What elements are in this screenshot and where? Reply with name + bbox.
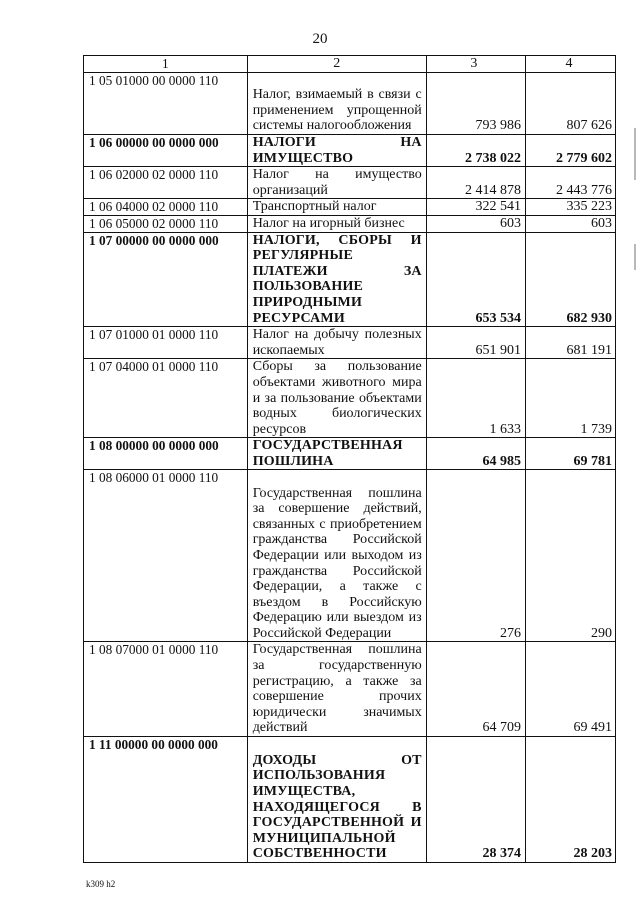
value-col3-cell: 793 986	[426, 73, 525, 135]
table-row	[84, 470, 616, 642]
footer-code: k309 h2	[86, 879, 116, 889]
value-col3-cell: 64 985	[426, 438, 525, 470]
revenue-name-cell: ДОХОДЫ ОТ ИСПОЛЬЗОВАНИЯ ИМУЩЕСТВА, НАХОДЯЩЕГОСЯ В ГОСУДАРСТВЕННОЙ И МУНИЦИПАЛЬНОЙ СОБСТВЕННОСТИ	[247, 737, 426, 863]
table-row	[84, 737, 616, 863]
page-number: 20	[312, 31, 328, 47]
value-col4-cell: 69 781	[525, 438, 615, 470]
revenue-name-cell: Налог на имущество организаций	[247, 167, 426, 199]
table-row	[84, 135, 616, 167]
table-row	[84, 359, 616, 438]
value-col4-cell: 807 626	[525, 73, 615, 135]
value-col4-cell: 69 491	[525, 642, 615, 737]
table-row	[84, 642, 616, 737]
scan-edge-mark	[634, 244, 636, 270]
revenue-name-cell: НАЛОГИ НА ИМУЩЕСТВО	[247, 135, 426, 167]
value-col3-cell: 2 738 022	[426, 135, 525, 167]
revenue-table	[83, 55, 616, 863]
table-row	[84, 199, 616, 216]
value-col4-cell: 290	[525, 470, 615, 642]
revenue-name-cell: ГОСУДАРСТВЕННАЯ ПОШЛИНА	[247, 438, 426, 470]
value-col3-cell: 276	[426, 470, 525, 642]
revenue-name-cell: Налог, взимаемый в связи с применением упрощенной системы налогообложения	[247, 73, 426, 135]
table-row	[84, 438, 616, 470]
table-row	[84, 327, 616, 359]
budget-code-cell: 1 06 02000 02 0000 110	[84, 167, 248, 199]
column-header-4: 4	[525, 56, 615, 73]
value-col4-cell: 603	[525, 215, 615, 232]
budget-code-cell: 1 06 00000 00 0000 000	[84, 135, 248, 167]
revenue-name-cell: Транспортный налог	[247, 199, 426, 216]
budget-code-cell: 1 06 04000 02 0000 110	[84, 199, 248, 216]
revenue-name-cell: Налог на игорный бизнес	[247, 215, 426, 232]
table-row	[84, 215, 616, 232]
budget-code-cell: 1 06 05000 02 0000 110	[84, 215, 248, 232]
revenue-name-cell: Государственная пошлина за совершение действий, связанных с приобретением гражданства Российской Федерации или выходом из гражданства Российской Федерации, а также с въездом в Российскую Федерацию или выездом из Российской Федерации	[247, 470, 426, 642]
value-col3-cell: 2 414 878	[426, 167, 525, 199]
value-col4-cell: 1 739	[525, 359, 615, 438]
value-col4-cell: 681 191	[525, 327, 615, 359]
budget-code-cell: 1 11 00000 00 0000 000	[84, 737, 248, 863]
budget-code-cell: 1 07 04000 01 0000 110	[84, 359, 248, 438]
table-header-row	[84, 56, 616, 73]
column-header-2: 2	[247, 56, 426, 73]
table-row	[84, 73, 616, 135]
value-col3-cell: 28 374	[426, 737, 525, 863]
budget-code-cell: 1 07 01000 01 0000 110	[84, 327, 248, 359]
revenue-name-cell: Налог на добычу полезных ископаемых	[247, 327, 426, 359]
value-col4-cell: 2 779 602	[525, 135, 615, 167]
value-col4-cell: 682 930	[525, 232, 615, 327]
budget-code-cell: 1 08 00000 00 0000 000	[84, 438, 248, 470]
value-col3-cell: 64 709	[426, 642, 525, 737]
value-col3-cell: 653 534	[426, 232, 525, 327]
column-header-3: 3	[426, 56, 525, 73]
revenue-name-cell: НАЛОГИ, СБОРЫ И РЕГУЛЯРНЫЕ ПЛАТЕЖИ ЗА ПОЛЬЗОВАНИЕ ПРИРОДНЫМИ РЕСУРСАМИ	[247, 232, 426, 327]
table-body	[84, 73, 616, 863]
budget-code-cell: 1 08 07000 01 0000 110	[84, 642, 248, 737]
value-col3-cell: 603	[426, 215, 525, 232]
value-col3-cell: 1 633	[426, 359, 525, 438]
column-header-1: 1	[84, 56, 248, 73]
value-col3-cell: 322 541	[426, 199, 525, 216]
scan-edge-mark	[634, 128, 636, 180]
value-col3-cell: 651 901	[426, 327, 525, 359]
budget-code-cell: 1 07 00000 00 0000 000	[84, 232, 248, 327]
budget-code-cell: 1 08 06000 01 0000 110	[84, 470, 248, 642]
revenue-name-cell: Сборы за пользование объектами животного мира и за пользование объектами водных биологических ресурсов	[247, 359, 426, 438]
table-row	[84, 167, 616, 199]
revenue-name-cell: Государственная пошлина за государственную регистрацию, а также за совершение прочих юридически значимых действий	[247, 642, 426, 737]
budget-code-cell: 1 05 01000 00 0000 110	[84, 73, 248, 135]
value-col4-cell: 28 203	[525, 737, 615, 863]
value-col4-cell: 335 223	[525, 199, 615, 216]
table-row	[84, 232, 616, 327]
value-col4-cell: 2 443 776	[525, 167, 615, 199]
